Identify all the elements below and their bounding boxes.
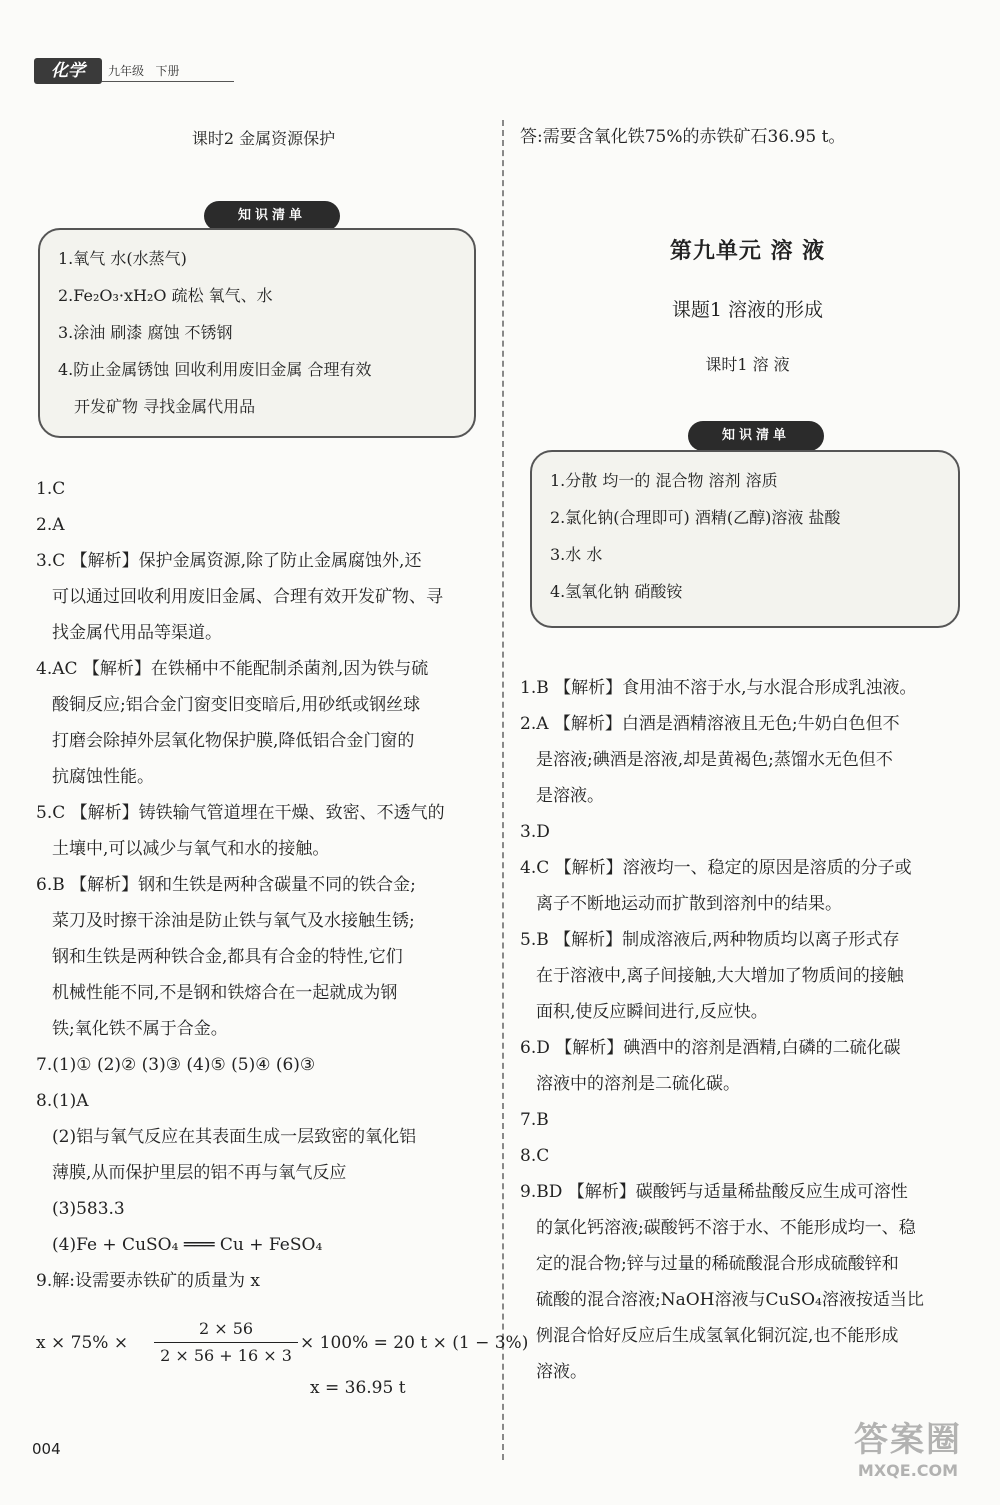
right-period-title: 课时1 溶 液 [705, 355, 790, 374]
page-header [34, 58, 204, 84]
answer-line: 菜刀及时擦干涂油是防止铁与氧气及水接触生锈; [52, 911, 415, 931]
right-top-answer [520, 119, 975, 155]
fraction-denominator: 2 × 56 + 16 × 3 [160, 1346, 292, 1365]
answer-line: 2.A 【解析】白酒是酒精溶液且无色;牛奶白色但不 [520, 714, 900, 734]
answer-line: 机械性能不同,不是钢和铁熔合在一起就成为钢 [52, 983, 398, 1003]
answer-line: 9.解:设需要赤铁矿的质量为 x [36, 1271, 260, 1291]
answer-line: 5.B 【解析】制成溶液后,两种物质均以离子形式存 [520, 930, 900, 950]
knowledge-item: 4.防止金属锈蚀 回收利用废旧金属 合理有效 [58, 360, 372, 379]
formula-left: x × 75% × [36, 1333, 129, 1353]
answer-line: 打磨会除掉外层氧化物保护膜,降低铝合金门窗的 [52, 731, 415, 751]
left-knowledge-box [38, 228, 476, 438]
answer-line: 溶液。 [536, 1362, 587, 1382]
answer-line: 6.D 【解析】碘酒中的溶剂是酒精,白磷的二硫化碳 [520, 1038, 901, 1058]
formula-result: x = 36.95 t [310, 1378, 406, 1398]
site-watermark [838, 1420, 978, 1492]
answer-line: 抗腐蚀性能。 [52, 767, 154, 787]
answer-line: (4)Fe + CuSO₄ ═══ Cu + FeSO₄ [52, 1235, 323, 1255]
answer-line: 7.(1)① (2)② (3)③ (4)⑤ (5)④ (6)③ [36, 1055, 316, 1075]
answer-line: 4.C 【解析】溶液均一、稳定的原因是溶质的分子或 [520, 858, 912, 878]
answer-line: 离子不断地运动而扩散到溶剂中的结果。 [536, 894, 842, 914]
answer-line: 面积,使反应瞬间进行,反应快。 [536, 1002, 768, 1022]
answer-line: 6.B 【解析】钢和生铁是两种含碳量不同的铁合金; [36, 875, 416, 895]
answer-line: 3.C 【解析】保护金属资源,除了防止金属腐蚀外,还 [36, 551, 422, 571]
answer-line: 例混合恰好反应后生成氢氧化铜沉淀,也不能形成 [536, 1326, 899, 1346]
knowledge-item: 3.涂油 刷漆 腐蚀 不锈钢 [58, 323, 233, 342]
answer-line: 找金属代用品等渠道。 [52, 623, 222, 643]
answer-line: 酸铜反应;铝合金门窗变旧变暗后,用砂纸或钢丝球 [52, 695, 421, 715]
answer-line: 5.C 【解析】铸铁输气管道埋在干燥、致密、不透气的 [36, 803, 445, 823]
answer-line: 1.C [36, 479, 66, 499]
right-knowledge-box [530, 450, 960, 628]
formula-fraction [154, 1318, 298, 1367]
left-period-title: 课时2 金属资源保护 [191, 129, 336, 148]
knowledge-item: 4.氢氧化钠 硝酸铵 [550, 582, 683, 601]
knowledge-item: 开发矿物 寻找金属代用品 [74, 397, 256, 416]
watermark-url: MXQE.COM [857, 1461, 959, 1480]
answer-line: 2.A [36, 515, 65, 535]
subject-logo: 化学 [34, 58, 102, 84]
right-answers [520, 670, 975, 1390]
fraction-numerator: 2 × 56 [198, 1319, 254, 1338]
grade-label: 九年级 下册 [108, 64, 180, 78]
answer-line: 是溶液;碘酒是溶液,却是黄褐色;蒸馏水无色但不 [536, 750, 893, 770]
left-knowledge-label: 知识清单 [204, 201, 340, 231]
answer-line: 定的混合物;锌与过量的稀硫酸混合形成硫酸锌和 [536, 1254, 899, 1274]
header-rule [102, 81, 234, 82]
answer-line: 3.D [520, 822, 550, 842]
fraction-bar [154, 1342, 298, 1343]
answer-line: 硫酸的混合溶液;NaOH溶液与CuSO₄溶液按适当比 [536, 1290, 924, 1310]
answer-line: 溶液中的溶剂是二硫化碳。 [536, 1074, 740, 1094]
knowledge-item: 3.水 水 [550, 545, 603, 564]
answer-line: 答:需要含氧化铁75%的赤铁矿石36.95 t。 [520, 127, 846, 147]
answer-line: 在于溶液中,离子间接触,大大增加了物质间的接触 [536, 966, 904, 986]
answer-line: 1.B 【解析】食用油不溶于水,与水混合形成乳浊液。 [520, 678, 917, 698]
formula-right: × 100% = 20 t × (1 − 3%) [300, 1333, 529, 1353]
answer-line: 铁;氧化铁不属于合金。 [52, 1019, 228, 1039]
left-answers [36, 471, 491, 1299]
answer-line: 土壤中,可以减少与氧气和水的接触。 [52, 839, 330, 859]
answer-line: 8.(1)A [36, 1091, 89, 1111]
column-divider [502, 120, 504, 1460]
answer-line: 薄膜,从而保护里层的铝不再与氧气反应 [52, 1163, 347, 1183]
answer-line: 8.C [520, 1146, 550, 1166]
answer-line: 的氯化钙溶液;碳酸钙不溶于水、不能形成均一、稳 [536, 1218, 916, 1238]
watermark-title: 答案圈 [854, 1420, 962, 1460]
knowledge-item: 2.Fe₂O₃·xH₂O 疏松 氧气、水 [58, 286, 273, 305]
right-knowledge-label: 知识清单 [688, 421, 824, 451]
answer-line: 4.AC 【解析】在铁桶中不能配制杀菌剂,因为铁与硫 [36, 659, 429, 679]
knowledge-item: 2.氯化钠(合理即可) 酒精(乙醇)溶液 盐酸 [550, 508, 841, 527]
knowledge-item: 1.氧气 水(水蒸气) [58, 249, 187, 268]
unit-title: 第九单元 溶 液 [669, 238, 826, 264]
lesson-title: 课题1 溶液的形成 [671, 299, 824, 321]
answer-line: 7.B [520, 1110, 549, 1130]
knowledge-item: 1.分散 均一的 混合物 溶剂 溶质 [550, 471, 778, 490]
answer-line: 9.BD 【解析】碳酸钙与适量稀盐酸反应生成可溶性 [520, 1182, 908, 1202]
answer-line: 是溶液。 [536, 786, 604, 806]
answer-line: (3)583.3 [52, 1199, 125, 1219]
mass-formula [36, 1318, 529, 1368]
page-number: 004 [32, 1440, 61, 1458]
answer-line: 可以通过回收利用废旧金属、合理有效开发矿物、寻 [52, 587, 443, 607]
answer-line: (2)铝与氧气反应在其表面生成一层致密的氧化铝 [52, 1127, 417, 1147]
answer-line: 钢和生铁是两种铁合金,都具有合金的特性,它们 [52, 947, 403, 967]
